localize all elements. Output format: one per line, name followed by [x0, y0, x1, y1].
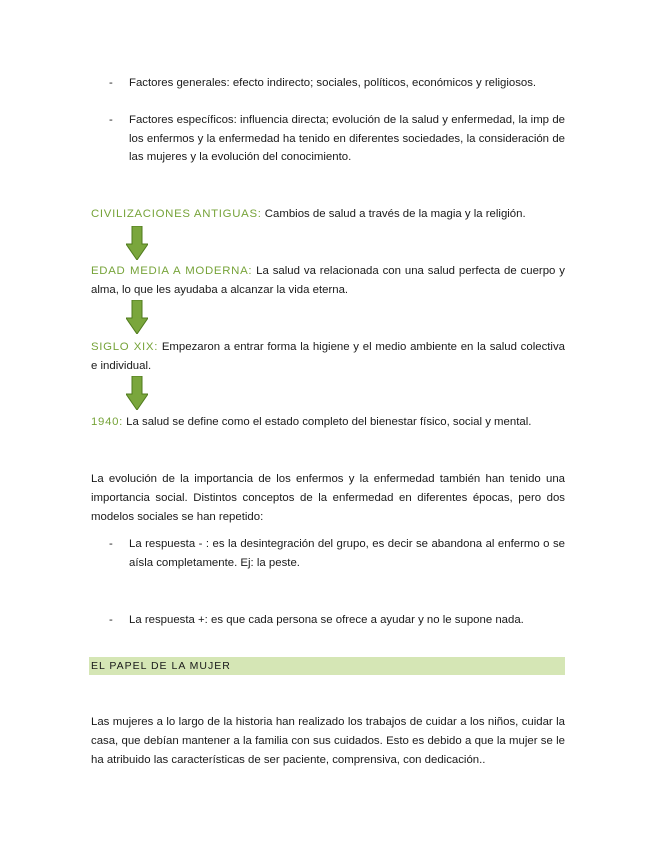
section-heading-banner — [89, 657, 565, 675]
general-factors-text: Factores generales: efecto indirecto; sociales, políticos, económicos y religiosos. — [129, 77, 537, 89]
timeline-item-middle-ages: EDAD MEDIA A MODERNA: La salud va relacionada con una salud perfecta de cuerpo y alma, lo que les ayudaba a alcanzar la vida eterna. — [91, 265, 565, 296]
timeline-label: 1940 — [91, 416, 120, 428]
women-role-paragraph: Las mujeres a lo largo de la historia han realizado los trabajos de cuidar a los niños, cuidar la casa, que debían mantener a la familia con sus cuidados. Esto es debido a que la mujer se le ha atribuido las características de ser paciente, comprensiva, con dedicación.. — [91, 716, 565, 766]
specific-factors-text: Factores específicos: influencia directa; evolución de la salud y enfermedad, la imp de los enfermos y la enfermedad ha tenido en diferentes sociedades, la consideración de las mujeres y la evolución del conocimiento. — [129, 114, 565, 163]
timeline-text: Cambios de salud a través de la magia y la religión. — [261, 208, 526, 220]
timeline-label: EDAD MEDIA A MODERNA — [91, 265, 249, 277]
timeline-item-19th-century: SIGLO XIX: Empezaron a entrar forma la higiene y el medio ambiente en la salud colectiva e individual. — [91, 341, 565, 372]
social-intro-paragraph: La evolución de la importancia de los enfermos y la enfermedad también han tenido una importancia social. Distintos conceptos de la enfermedad en diferentes épocas, pero dos modelos sociales se han repetido: — [91, 473, 565, 523]
bullet-dash: - — [109, 614, 113, 626]
timeline-label: SIGLO XIX — [91, 341, 155, 353]
down-arrow-icon — [126, 226, 148, 260]
timeline-item-ancient: CIVILIZACIONES ANTIGUAS: Cambios de salud a través de la magia y la religión. — [91, 208, 526, 220]
timeline-text: La salud se define como el estado completo del bienestar físico, social y mental. — [123, 416, 532, 428]
bullet-dash: - — [109, 538, 113, 550]
timeline-text: Empezaron a entrar forma la higiene y el medio ambiente en la salud colectiva e individual. — [91, 341, 565, 372]
section-title: EL PAPEL DE LA MUJER — [91, 660, 231, 672]
down-arrow-icon — [126, 376, 148, 410]
timeline-text: La salud va relacionada con una salud perfecta de cuerpo y alma, lo que les ayudaba a alcanzar la vida eterna. — [91, 265, 565, 296]
negative-response-text: La respuesta - : es la desintegración del grupo, es decir se abandona al enfermo o se aísla completamente. Ej: la peste. — [129, 538, 565, 569]
bullet-dash: - — [109, 114, 113, 126]
timeline-label: CIVILIZACIONES ANTIGUAS — [91, 208, 258, 220]
down-arrow-icon — [126, 300, 148, 334]
positive-response-text: La respuesta +: es que cada persona se ofrece a ayudar y no le supone nada. — [129, 614, 524, 626]
timeline-item-1940: 1940: La salud se define como el estado completo del bienestar físico, social y mental. — [91, 416, 532, 428]
bullet-dash: - — [109, 77, 113, 89]
